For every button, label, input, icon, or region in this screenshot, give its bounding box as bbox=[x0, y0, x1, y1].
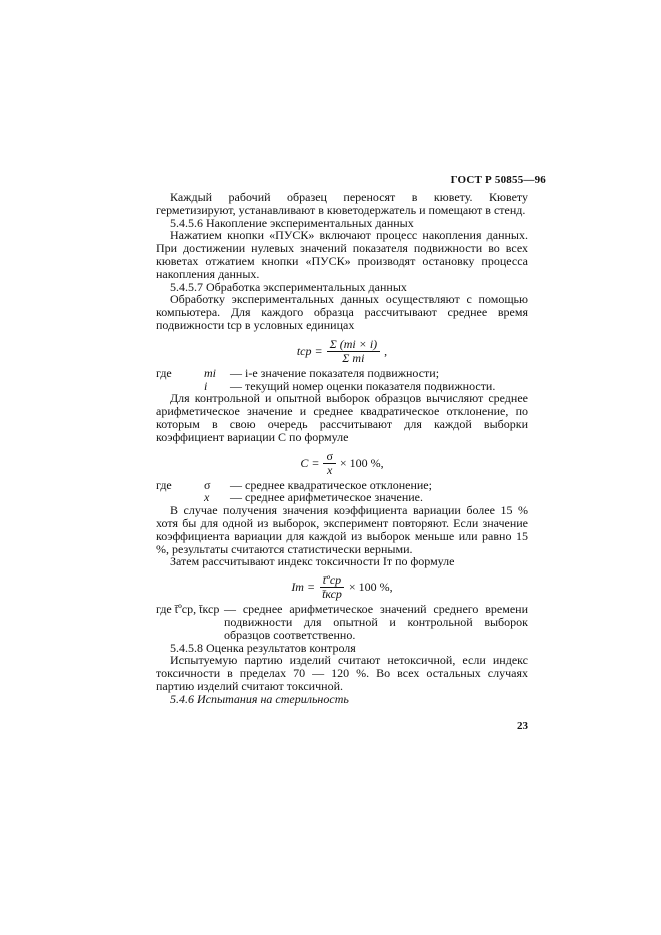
formula-fraction bbox=[327, 338, 381, 365]
section-heading: 5.4.5.8 Оценка результатов контроля bbox=[170, 640, 356, 655]
paragraph: Испытуемую партию изделий считают нетоксичной, если индекс токсичности в пределах 70 — 120 %. Во всех остальных случаях партию изделий считают токсичной. bbox=[156, 653, 528, 693]
section-heading: 5.4.5.6 Накопление экспериментальных данных bbox=[170, 215, 414, 230]
paragraph: Нажатием кнопки «ПУСК» включают процесс накопления данных. При достижении нулевых значений показателя подвижности во всех кюветах отжатием кнопки «ПУСК» производят остановку процесса накопления данных. bbox=[156, 228, 528, 281]
paragraph: Каждый рабочий образец переносят в кювету. Кювету герметизируют, устанавливают в кюветодержатель и помещают в стенд. bbox=[156, 190, 528, 217]
formula-rest: × 100 %, bbox=[348, 580, 393, 595]
formula-denominator: x bbox=[327, 462, 333, 477]
definition-symbol: σ bbox=[204, 477, 211, 492]
formula-lhs: C = bbox=[300, 455, 320, 470]
page-body bbox=[156, 191, 528, 706]
definition-text: — среднее квадратическое отклонение; bbox=[230, 477, 432, 492]
formula-mean-time bbox=[156, 338, 528, 365]
formula-denominator: Σ mi bbox=[342, 350, 365, 365]
definition-row bbox=[156, 603, 528, 641]
definition-label: где t̄ºср, t̄кср bbox=[156, 602, 220, 617]
paragraph: Затем рассчитывают индекс токсичности Iт по формуле bbox=[170, 554, 455, 569]
definition-symbol: x bbox=[204, 490, 210, 505]
formula-variation bbox=[156, 450, 528, 477]
definition-text: — среднее арифметическое значение. bbox=[230, 490, 424, 505]
formula-rest: × 100 %, bbox=[339, 455, 384, 470]
paragraph: В случае получения значения коэффициента вариации более 15 % хотя бы для одной из выборок, эксперимент повторяют. Если значение коэффициента вариации для каждой из выборок меньше или равно 15 %, результаты считаются статистически верными. bbox=[156, 503, 528, 556]
definition-label: где bbox=[156, 477, 172, 492]
definition-text: — среднее арифметическое значений среднего времени подвижности для опытной и контрольной выборок образцов соответственно. bbox=[224, 602, 528, 642]
paragraph: Обработку экспериментальных данных осуществляют с помощью компьютера. Для каждого образца рассчитывают среднее время подвижности tср в условных единицах bbox=[156, 292, 528, 332]
page-number: 23 bbox=[517, 720, 528, 732]
paragraph: Для контрольной и опытной выборок образцов вычисляют среднее арифметическое значение и среднее квадратическое отклонение, по которым в свою очередь рассчитывают для каждой выборки коэффициент вариации С по формуле bbox=[156, 391, 528, 444]
formula-denominator: t̄кср bbox=[322, 587, 342, 602]
formula-numerator: Σ (mi × i) bbox=[327, 338, 381, 352]
formula-lhs: Iт = bbox=[291, 580, 316, 595]
definition-symbol: mi bbox=[204, 365, 216, 380]
definition-text: — i-е значение показателя подвижности; bbox=[230, 365, 440, 380]
document-code: ГОСТ Р 50855—96 bbox=[450, 174, 546, 186]
definition-text: — текущий номер оценки показателя подвижности. bbox=[230, 378, 496, 393]
section-heading: 5.4.6 Испытания на стерильность bbox=[170, 691, 349, 706]
formula-fraction bbox=[319, 574, 345, 601]
section-heading: 5.4.5.7 Обработка экспериментальных данных bbox=[170, 279, 407, 294]
formula-lhs: tср = bbox=[296, 343, 323, 358]
formula-numerator: t̄ºср bbox=[320, 574, 344, 588]
formula-toxicity-index bbox=[156, 574, 528, 601]
formula-numerator: σ bbox=[323, 450, 335, 464]
formula-fraction bbox=[323, 450, 335, 477]
definition-symbol: i bbox=[204, 378, 208, 393]
formula-trail: , bbox=[384, 343, 388, 358]
definition-label: где bbox=[156, 365, 172, 380]
